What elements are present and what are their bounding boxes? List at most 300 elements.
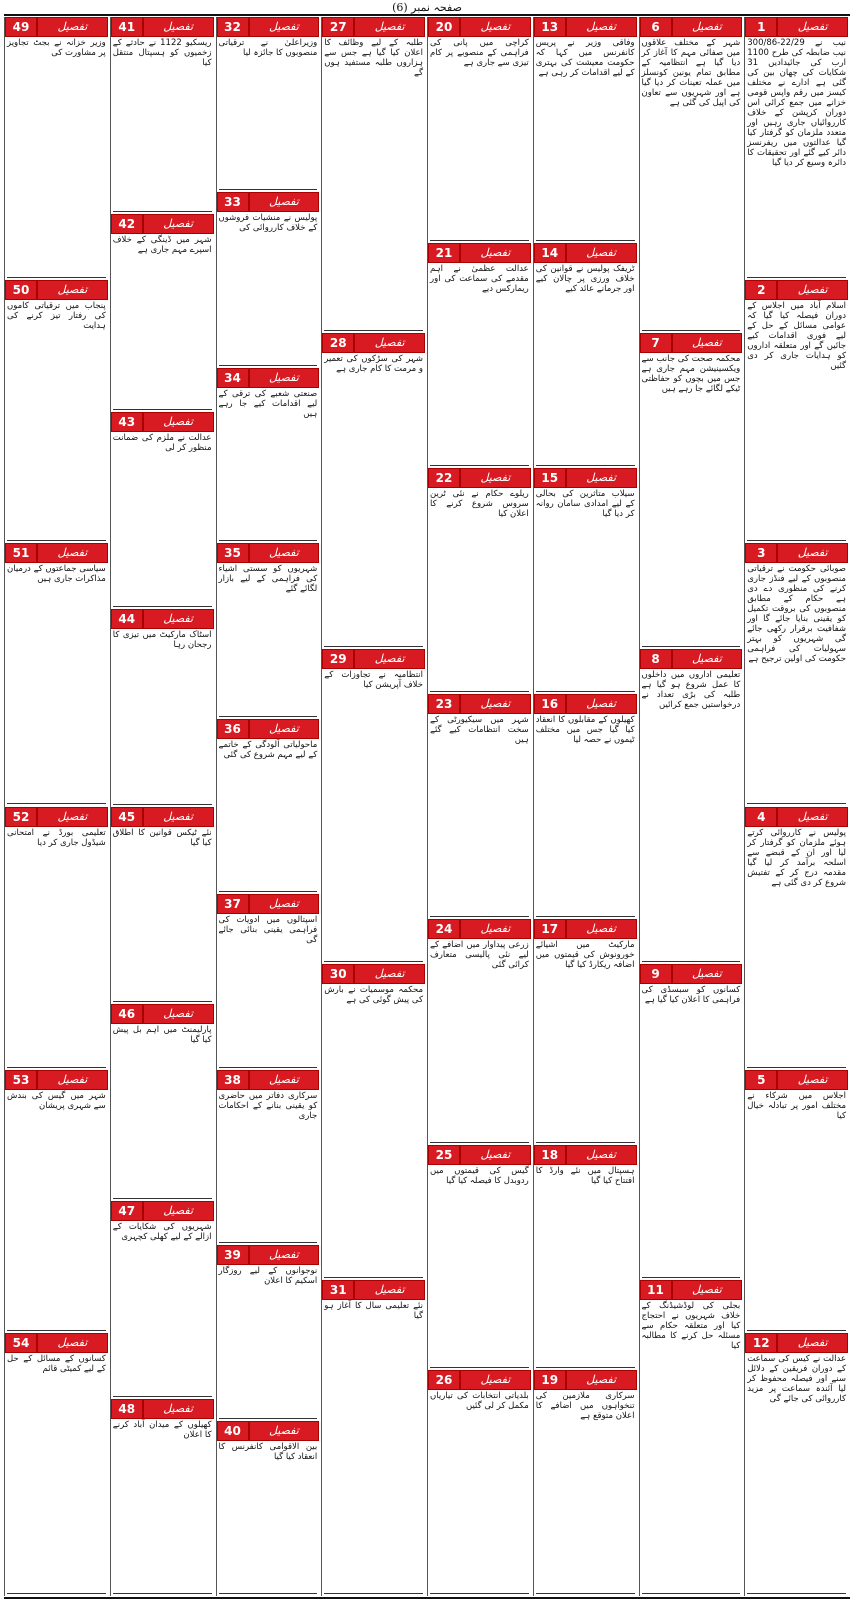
story-tag-label: تفصیل (672, 17, 743, 37)
news-column (534, 17, 637, 1596)
story-divider (7, 803, 106, 804)
news-story (111, 807, 214, 1002)
news-story (111, 17, 214, 212)
news-story (428, 243, 531, 467)
news-story (5, 543, 108, 804)
news-story (217, 1245, 320, 1418)
news-story (217, 192, 320, 365)
news-story (534, 919, 637, 1143)
story-header (111, 807, 214, 827)
story-divider (113, 1198, 212, 1199)
news-story (217, 1421, 320, 1594)
story-number-badge: 16 (534, 694, 566, 714)
story-body-text: شہر کی سڑکوں کی تعمیر و مرمت کا کام جاری ہے (324, 353, 423, 374)
news-story (111, 214, 214, 409)
story-divider (747, 277, 846, 278)
news-story (322, 17, 425, 331)
story-number-badge: 20 (428, 17, 460, 37)
column-divider (4, 17, 5, 1596)
column-divider (533, 17, 534, 1596)
news-story (5, 1333, 108, 1594)
news-story (534, 1370, 637, 1594)
story-header (5, 1333, 108, 1353)
story-header (111, 1399, 214, 1419)
story-header (322, 964, 425, 984)
news-story (640, 1280, 743, 1594)
story-number-badge: 32 (217, 17, 249, 37)
story-header (5, 1070, 108, 1090)
page-number-label: صفحہ نمبر (6) (392, 1, 462, 14)
story-tag-label: تفصیل (37, 1333, 108, 1353)
story-tag-label: تفصیل (249, 543, 320, 563)
story-divider (324, 1277, 423, 1278)
column-divider (744, 17, 745, 1596)
news-column (322, 17, 425, 1596)
story-body-text: بین الاقوامی کانفرنس کا انعقاد کیا گیا (218, 1441, 318, 1462)
story-header (111, 1201, 214, 1221)
story-number-badge: 4 (745, 807, 777, 827)
column-divider (110, 17, 111, 1596)
story-number-badge: 22 (428, 468, 460, 488)
story-body-text: شہریوں کی شکایات کے ازالے کے لیے کھلی کچہری (112, 1222, 212, 1243)
story-header (111, 17, 214, 37)
story-divider (430, 916, 529, 917)
story-header (217, 17, 320, 37)
story-body-text: شہر میں سیکیورٹی کے سخت انتظامات کیے گئے ہیں (430, 714, 529, 745)
news-story (745, 1333, 848, 1594)
story-body-text: کسانوں کو سبسڈی کی فراہمی کا اعلان کیا گیا ہے (641, 985, 741, 1006)
story-body-text: کھیلوں کے مقابلوں کا انعقاد کیا گیا جس میں مختلف ٹیموں نے حصہ لیا (535, 714, 635, 745)
story-tag-label: تفصیل (460, 243, 531, 263)
news-story (534, 1145, 637, 1369)
story-header (640, 333, 743, 353)
story-tag-label: تفصیل (460, 694, 531, 714)
story-body-text: اسلام آباد میں اجلاس کے دوران فیصلہ کیا گیا کہ عوامی مسائل کے حل کے لیے فوری اقدامات کیے جائیں گے اور متعلقہ اداروں کو ہدایات جاری کر دی گئیں (747, 301, 846, 372)
news-story (640, 333, 743, 647)
story-tag-label: تفصیل (460, 1145, 531, 1165)
story-number-badge: 11 (640, 1280, 672, 1300)
news-story (217, 368, 320, 541)
story-tag-label: تفصیل (354, 964, 425, 984)
story-header (745, 17, 848, 37)
news-story (745, 280, 848, 541)
story-divider (430, 1367, 529, 1368)
story-number-badge: 3 (745, 543, 777, 563)
news-story (534, 243, 637, 467)
story-header (322, 649, 425, 669)
story-tag-label: تفصیل (37, 807, 108, 827)
story-header (111, 214, 214, 234)
story-body-text: نئے تعلیمی سال کا آغاز ہو گیا (324, 1301, 423, 1322)
story-number-badge: 6 (640, 17, 672, 37)
news-story (428, 1145, 531, 1369)
story-body-text: شہر کے مختلف علاقوں میں صفائی مہم کا آغاز کر دیا گیا ہے انتظامیہ کے مطابق تمام یونین کونسلز میں عملہ تعینات کر دیا گیا ہے اور شہریوں سے تعاون کی اپیل کی گئی ہے (641, 38, 741, 108)
news-story (111, 1004, 214, 1199)
story-divider (747, 1330, 846, 1331)
story-header (111, 1004, 214, 1024)
story-header (640, 17, 743, 37)
news-story (5, 807, 108, 1068)
story-header (322, 1280, 425, 1300)
story-tag-label: تفصیل (460, 1370, 531, 1390)
story-body-text: اسٹاک مارکیٹ میں تیزی کا رجحان رہا (112, 630, 212, 651)
story-header (217, 543, 320, 563)
story-header (428, 1370, 531, 1390)
story-number-badge: 25 (428, 1145, 460, 1165)
story-tag-label: تفصیل (354, 17, 425, 37)
story-divider (219, 1593, 318, 1594)
story-body-text: پولیس نے کارروائی کرتے ہوئے ملزمان کو گرفتار کر لیا اور ان کے قبضے سے اسلحہ برآمد کر لیا گیا مقدمہ درج کر کے تفتیش شروع کر دی گئی ہے (747, 827, 846, 888)
story-body-text: ٹریفک پولیس نے قوانین کی خلاف ورزی پر چالان کیے اور جرمانے عائد کیے (535, 263, 635, 294)
story-number-badge: 42 (111, 214, 143, 234)
story-header (428, 694, 531, 714)
story-tag-label: تفصیل (143, 1004, 214, 1024)
story-divider (536, 1367, 635, 1368)
story-header (534, 694, 637, 714)
story-divider (430, 1142, 529, 1143)
story-tag-label: تفصیل (249, 1070, 320, 1090)
story-tag-label: تفصیل (37, 17, 108, 37)
story-divider (219, 365, 318, 366)
story-header (217, 1070, 320, 1090)
story-tag-label: تفصیل (143, 609, 214, 629)
story-number-badge: 37 (217, 894, 249, 914)
story-tag-label: تفصیل (143, 1201, 214, 1221)
story-header (534, 243, 637, 263)
story-header (217, 719, 320, 739)
story-body-text: گیس کی قیمتوں میں ردوبدل کا فیصلہ کیا گیا (430, 1165, 529, 1186)
story-body-text: عدالت نے کیس کی سماعت کے دوران فریقین کے دلائل سنے اور فیصلہ محفوظ کر لیا آئندہ سماعت پر مزید کارروائی کی جائے گی (747, 1353, 846, 1404)
story-tag-label: تفصیل (143, 214, 214, 234)
story-divider (747, 803, 846, 804)
story-header (640, 649, 743, 669)
top-rule (4, 14, 850, 16)
story-tag-label: تفصیل (566, 1145, 637, 1165)
story-tag-label: تفصیل (566, 1370, 637, 1390)
story-body-text: اجلاس میں شرکاء نے مختلف امور پر تبادلہ خیال کیا (747, 1090, 846, 1121)
story-tag-label: تفصیل (566, 919, 637, 939)
story-body-text: وزیراعلیٰ نے ترقیاتی منصوبوں کا جائزہ لیا (218, 38, 318, 58)
story-number-badge: 36 (217, 719, 249, 739)
news-story (428, 694, 531, 918)
story-header (111, 412, 214, 432)
story-divider (324, 330, 423, 331)
news-story (322, 964, 425, 1278)
story-header (745, 1333, 848, 1353)
story-body-text: نئے ٹیکس قوانین کا اطلاق کیا گیا (112, 827, 212, 848)
story-tag-label: تفصیل (566, 17, 637, 37)
story-divider (7, 540, 106, 541)
story-body-text: پولیس نے منشیات فروشوں کے خلاف کارروائی کی (218, 213, 318, 234)
story-body-text: صنعتی شعبے کی ترقی کے لیے اقدامات کیے جا رہے ہیں (218, 388, 318, 419)
news-story (111, 609, 214, 804)
story-tag-label: تفصیل (777, 543, 848, 563)
news-story (745, 1070, 848, 1331)
story-number-badge: 8 (640, 649, 672, 669)
story-divider (430, 240, 529, 241)
story-body-text: بجلی کی لوڈشیڈنگ کے خلاف شہریوں نے احتجاج کیا اور متعلقہ حکام سے مسئلہ حل کرنے کا مطالبہ کیا (641, 1301, 741, 1352)
story-number-badge: 46 (111, 1004, 143, 1024)
news-story (111, 1399, 214, 1594)
story-number-badge: 17 (534, 919, 566, 939)
story-divider (219, 540, 318, 541)
story-body-text: تعلیمی بورڈ نے امتحانی شیڈول جاری کر دیا (7, 827, 106, 848)
story-number-badge: 14 (534, 243, 566, 263)
story-tag-label: تفصیل (460, 919, 531, 939)
news-story (111, 1201, 214, 1396)
story-body-text: پنجاب میں ترقیاتی کاموں کی رفتار تیز کرنے کی ہدایت (7, 301, 106, 332)
story-body-text: وزیر خزانہ نے بجٹ تجاویز پر مشاورت کی (7, 38, 106, 58)
news-story (428, 1370, 531, 1594)
story-header (534, 1145, 637, 1165)
story-number-badge: 33 (217, 192, 249, 212)
column-divider (427, 17, 428, 1596)
story-tag-label: تفصیل (249, 17, 320, 37)
story-header (745, 807, 848, 827)
news-story (534, 694, 637, 918)
story-header (217, 894, 320, 914)
story-tag-label: تفصیل (566, 694, 637, 714)
story-number-badge: 39 (217, 1245, 249, 1265)
news-story (217, 719, 320, 892)
news-story (640, 964, 743, 1278)
news-story (428, 17, 531, 241)
story-number-badge: 49 (5, 17, 37, 37)
story-divider (642, 330, 741, 331)
story-divider (324, 961, 423, 962)
story-body-text: محکمہ موسمیات نے بارش کی پیش گوئی کی ہے (324, 985, 423, 1006)
story-body-text: وفاقی وزیر نے پریس کانفرنس میں کہا کہ حکومت معیشت کی بہتری کے لیے اقدامات کر رہی ہے (535, 38, 635, 78)
story-body-text: سیاسی جماعتوں کے درمیان مذاکرات جاری ہیں (7, 564, 106, 585)
story-body-text: محکمہ صحت کی جانب سے ویکسینیشن مہم جاری ہے جس میں بچوں کو حفاظتی ٹیکے لگائے جا رہے ہیں (641, 353, 741, 394)
story-number-badge: 5 (745, 1070, 777, 1090)
story-body-text: عدالت نے ملزم کی ضمانت منظور کر لی (112, 432, 212, 453)
story-divider (536, 1593, 635, 1594)
story-body-text: نیب نے 22/29-300/86 نیب ضابطہ کی طرح 1100 ارب کی جائیدادیں 31 شکایات کی چھان بین کی گئی ہے ادارے نے مختلف کیسز میں رقم واپس قومی خزانے میں جمع کرائی اس دوران کرپشن کے خلاف کارروائیاں جاری رہیں اور متعدد ملزمان کو گرفتار کیا گیا عدالتوں میں ریفرنسز دائر کیے گئے اور تحقیقات کا دائرہ وسیع کر دیا گیا (747, 38, 846, 168)
story-tag-label: تفصیل (143, 807, 214, 827)
story-divider (219, 716, 318, 717)
story-divider (747, 540, 846, 541)
story-tag-label: تفصیل (143, 17, 214, 37)
story-body-text: پارلیمنٹ میں اہم بل پیش کیا گیا (112, 1024, 212, 1045)
story-number-badge: 52 (5, 807, 37, 827)
news-story (5, 17, 108, 278)
story-header (111, 609, 214, 629)
story-divider (430, 691, 529, 692)
news-story (217, 17, 320, 190)
news-story (322, 333, 425, 647)
story-tag-label: تفصیل (672, 1280, 743, 1300)
story-number-badge: 30 (322, 964, 354, 984)
news-story (745, 543, 848, 804)
story-header (217, 192, 320, 212)
story-header (640, 1280, 743, 1300)
story-header (745, 280, 848, 300)
story-divider (642, 961, 741, 962)
story-tag-label: تفصیل (672, 964, 743, 984)
news-story (640, 649, 743, 963)
story-divider (7, 1067, 106, 1068)
story-divider (324, 1593, 423, 1594)
story-header (745, 1070, 848, 1090)
story-header (745, 543, 848, 563)
story-divider (7, 1593, 106, 1594)
story-number-badge: 41 (111, 17, 143, 37)
column-divider (216, 17, 217, 1596)
story-tag-label: تفصیل (672, 649, 743, 669)
story-tag-label: تفصیل (460, 468, 531, 488)
news-story (534, 17, 637, 241)
story-body-text: ریلوے حکام نے نئی ٹرین سروس شروع کرنے کا اعلان کیا (430, 489, 529, 520)
story-number-badge: 38 (217, 1070, 249, 1090)
story-tag-label: تفصیل (37, 1070, 108, 1090)
story-body-text: انتظامیہ نے تجاوزات کے خلاف آپریشن کیا (324, 669, 423, 690)
story-number-badge: 53 (5, 1070, 37, 1090)
story-number-badge: 9 (640, 964, 672, 984)
story-body-text: بلدیاتی انتخابات کی تیاریاں مکمل کر لی گئیں (430, 1391, 529, 1412)
story-tag-label: تفصیل (249, 719, 320, 739)
story-body-text: طلبہ کے لیے وظائف کا اعلان کیا گیا ہے جس سے ہزاروں طلبہ مستفید ہوں گے (324, 38, 423, 78)
news-story (5, 280, 108, 541)
story-header (640, 964, 743, 984)
story-header (534, 1370, 637, 1390)
story-number-badge: 50 (5, 280, 37, 300)
column-divider (321, 17, 322, 1596)
story-divider (113, 606, 212, 607)
story-divider (7, 1330, 106, 1331)
story-tag-label: تفصیل (777, 807, 848, 827)
story-divider (642, 1593, 741, 1594)
story-body-text: مارکیٹ میں اشیائے خورونوش کی قیمتوں میں اضافہ ریکارڈ کیا گیا (535, 940, 635, 971)
story-header (217, 368, 320, 388)
bottom-rule (4, 1597, 850, 1599)
story-header (428, 919, 531, 939)
news-story (428, 919, 531, 1143)
story-number-badge: 21 (428, 243, 460, 263)
story-body-text: صوبائی حکومت نے ترقیاتی منصوبوں کے لیے فنڈز جاری کرنے کی منظوری دے دی ہے حکام کے مطابق منصوبوں کی بروقت تکمیل کو یقینی بنایا جائے گا اور شفافیت برقرار رکھی جائے گی شہریوں کو بہتر سہولیات کی فراہمی حکومت کی اولین ترجیح ہے (747, 564, 846, 665)
story-divider (536, 465, 635, 466)
story-number-badge: 48 (111, 1399, 143, 1419)
story-tag-label: تفصیل (777, 1070, 848, 1090)
story-number-badge: 19 (534, 1370, 566, 1390)
story-tag-label: تفصیل (354, 333, 425, 353)
news-story (745, 17, 848, 278)
story-number-badge: 54 (5, 1333, 37, 1353)
story-body-text: ہسپتال میں نئے وارڈ کا افتتاح کیا گیا (535, 1165, 635, 1186)
story-number-badge: 15 (534, 468, 566, 488)
story-body-text: عدالت عظمیٰ نے اہم مقدمے کی سماعت کی اور ریمارکس دیے (430, 263, 529, 294)
story-header (534, 17, 637, 37)
story-header (322, 17, 425, 37)
story-divider (536, 916, 635, 917)
story-divider (219, 1418, 318, 1419)
story-number-badge: 28 (322, 333, 354, 353)
story-tag-label: تفصیل (460, 17, 531, 37)
story-header (428, 1145, 531, 1165)
story-header (5, 17, 108, 37)
story-tag-label: تفصیل (249, 192, 320, 212)
story-number-badge: 13 (534, 17, 566, 37)
story-header (428, 17, 531, 37)
story-number-badge: 23 (428, 694, 460, 714)
story-divider (219, 1067, 318, 1068)
story-header (5, 543, 108, 563)
story-number-badge: 24 (428, 919, 460, 939)
story-divider (536, 240, 635, 241)
story-header (5, 807, 108, 827)
story-body-text: شہریوں کو سستی اشیاء کی فراہمی کے لیے بازار لگائے گئے (218, 564, 318, 595)
story-body-text: سرکاری دفاتر میں حاضری کو یقینی بنانے کے احکامات جاری (218, 1090, 318, 1121)
news-column (745, 17, 848, 1596)
story-number-badge: 7 (640, 333, 672, 353)
story-number-badge: 40 (217, 1421, 249, 1441)
news-story (111, 412, 214, 607)
story-header (322, 333, 425, 353)
story-tag-label: تفصیل (37, 543, 108, 563)
story-body-text: سرکاری ملازمین کی تنخواہوں میں اضافے کا اعلان متوقع ہے (535, 1391, 635, 1422)
story-divider (113, 409, 212, 410)
story-tag-label: تفصیل (143, 1399, 214, 1419)
story-body-text: کراچی میں پانی کی فراہمی کے منصوبے پر کام تیزی سے جاری ہے (430, 38, 529, 68)
news-column (640, 17, 743, 1596)
story-divider (536, 1142, 635, 1143)
story-tag-label: تفصیل (566, 243, 637, 263)
story-body-text: کھیلوں کے میدان آباد کرنے کا اعلان (112, 1419, 212, 1440)
news-story (534, 468, 637, 692)
story-header (217, 1245, 320, 1265)
story-header (428, 243, 531, 263)
story-tag-label: تفصیل (354, 649, 425, 669)
story-tag-label: تفصیل (672, 333, 743, 353)
story-header (217, 1421, 320, 1441)
story-number-badge: 1 (745, 17, 777, 37)
story-tag-label: تفصیل (566, 468, 637, 488)
story-divider (7, 277, 106, 278)
story-body-text: زرعی پیداوار میں اضافے کے لیے نئی پالیسی متعارف کرائی گئی (430, 940, 529, 971)
news-story (322, 1280, 425, 1594)
story-body-text: ماحولیاتی آلودگی کے خاتمے کے لیے مہم شروع کی گئی (218, 739, 318, 760)
news-story (217, 894, 320, 1067)
story-body-text: تعلیمی اداروں میں داخلوں کا عمل شروع ہو گیا ہے طلبہ کی بڑی تعداد نے درخواستیں جمع کرائیں (641, 669, 741, 710)
story-tag-label: تفصیل (249, 368, 320, 388)
story-number-badge: 43 (111, 412, 143, 432)
story-divider (113, 1593, 212, 1594)
story-tag-label: تفصیل (777, 280, 848, 300)
story-divider (219, 1242, 318, 1243)
story-number-badge: 26 (428, 1370, 460, 1390)
story-tag-label: تفصیل (37, 280, 108, 300)
story-number-badge: 51 (5, 543, 37, 563)
story-body-text: ریسکیو 1122 نے حادثے کے زخمیوں کو ہسپتال منتقل کیا (112, 38, 212, 68)
story-divider (113, 1001, 212, 1002)
story-number-badge: 45 (111, 807, 143, 827)
story-divider (430, 465, 529, 466)
story-header (534, 468, 637, 488)
story-body-text: شہر میں ڈینگی کے خلاف اسپرے مہم جاری ہے (112, 235, 212, 256)
news-story (428, 468, 531, 692)
story-divider (642, 1277, 741, 1278)
story-tag-label: تفصیل (354, 1280, 425, 1300)
story-number-badge: 29 (322, 649, 354, 669)
story-number-badge: 47 (111, 1201, 143, 1221)
story-divider (113, 211, 212, 212)
story-number-badge: 27 (322, 17, 354, 37)
news-story (5, 1070, 108, 1331)
story-number-badge: 2 (745, 280, 777, 300)
story-number-badge: 18 (534, 1145, 566, 1165)
story-number-badge: 44 (111, 609, 143, 629)
news-column (217, 17, 320, 1596)
